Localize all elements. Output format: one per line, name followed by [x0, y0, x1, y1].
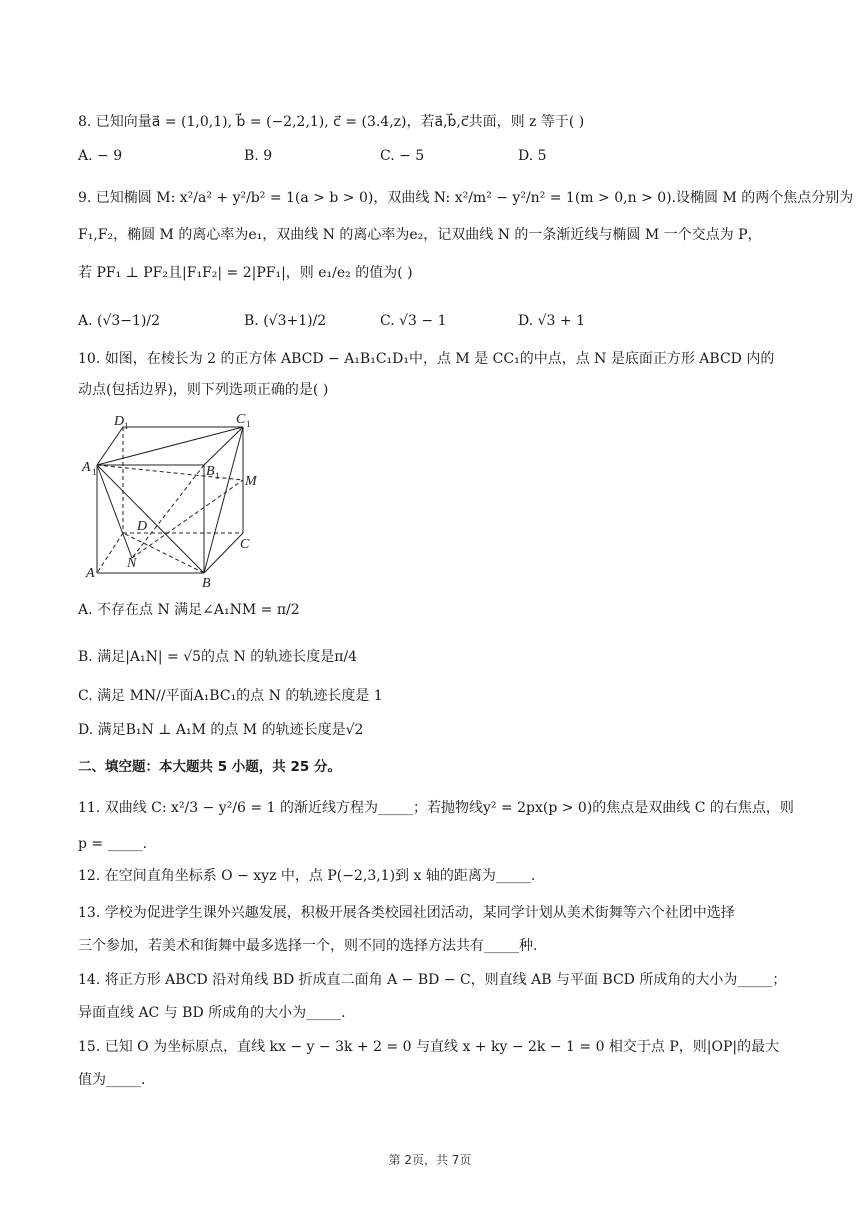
label-m: M	[245, 474, 257, 489]
label-a: A	[86, 566, 95, 581]
label-b: B	[202, 576, 211, 590]
q15-line1: 15. 已知 O 为坐标原点，直线 kx − y − 3k + 2 = 0 与直线 x + ky − 2k − 1 = 0 相交于点 P，则|OP|的最大	[78, 1039, 780, 1055]
label-a1: A	[82, 460, 91, 475]
q9-option-a: A. (√3−1)/2	[78, 313, 161, 329]
label-c1: C	[236, 412, 246, 427]
svg-text:1: 1	[246, 419, 251, 429]
q14-line2: 异面直线 AC 与 BD 所成角的大小为_____.	[78, 1005, 346, 1021]
q10-option-a: A. 不存在点 N 满足∠A₁NM = π/2	[78, 602, 300, 618]
svg-text:1: 1	[215, 471, 220, 481]
q8-option-c: C. − 5	[380, 148, 425, 164]
q13-line2: 三个参加，若美术和街舞中最多选择一个，则不同的选择方法共有_____种.	[78, 938, 538, 954]
q10-line2: 动点(包括边界)，则下列选项正确的是( )	[78, 382, 329, 398]
q8-option-d: D. 5	[518, 148, 547, 164]
section-heading-fill-in: 二、填空题：本大题共 5 小题，共 25 分。	[78, 759, 341, 775]
svg-text:1: 1	[124, 421, 129, 431]
label-c: C	[240, 537, 250, 552]
q9-option-b: B. (√3+1)/2	[244, 313, 327, 329]
cube-figure	[80, 405, 270, 590]
q12-text: 12. 在空间直角坐标系 O − xyz 中，点 P(−2,3,1)到 x 轴的距离为_____.	[78, 868, 536, 884]
q8-option-a: A. − 9	[78, 148, 123, 164]
q9-option-d: D. √3 + 1	[518, 313, 585, 329]
q9-line3: 若 PF₁ ⊥ PF₂且|F₁F₂| = 2|PF₁|，则 e₁/e₂ 的值为( )	[78, 265, 413, 281]
label-b1: B	[206, 464, 215, 479]
svg-text:1: 1	[92, 467, 97, 477]
label-d: D	[137, 519, 148, 534]
q11-line1: 11. 双曲线 C: x²/3 − y²/6 = 1 的渐近线方程为_____；若抛物线y² = 2px(p > 0)的焦点是双曲线 C 的右焦点，则	[78, 800, 794, 816]
q9-line1: 9. 已知椭圆 M: x²/a² + y²/b² = 1(a > b > 0)，双曲线 N: x²/m² − y²/n² = 1(m > 0,n > 0).设椭圆 M 的两个焦点分别为	[78, 190, 854, 206]
q10-option-b: B. 满足|A₁N| = √5的点 N 的轨迹长度是π/4	[78, 649, 358, 665]
q10-option-d: D. 满足B₁N ⊥ A₁M 的点 M 的轨迹长度是√2	[78, 722, 364, 738]
label-n: N	[127, 556, 137, 571]
q11-line2: p = _____.	[78, 836, 148, 852]
label-d1: D	[114, 414, 125, 429]
q10-line1: 10. 如图，在棱长为 2 的正方体 ABCD − A₁B₁C₁D₁中，点 M 是 CC₁的中点，点 N 是底面正方形 ABCD 内的	[78, 351, 775, 367]
q8-option-b: B. 9	[244, 148, 273, 164]
q14-line1: 14. 将正方形 ABCD 沿对角线 BD 折成直二面角 A − BD − C，则直线 AB 与平面 BCD 所成角的大小为_____；	[78, 972, 787, 988]
q10-option-c: C. 满足 MN//平面A₁BC₁的点 N 的轨迹长度是 1	[78, 688, 383, 704]
q9-option-c: C. √3 − 1	[380, 313, 447, 329]
page-footer: 第 2页，共 7页	[388, 1153, 472, 1167]
q9-line2: F₁,F₂，椭圆 M 的离心率为e₁，双曲线 N 的离心率为e₂，记双曲线 N 的一条渐近线与椭圆 M 一个交点为 P，	[78, 227, 762, 243]
q13-line1: 13. 学校为促进学生课外兴趣发展，积极开展各类校园社团活动，某同学计划从美术街舞等六个社团中选择	[78, 905, 735, 921]
q8-stem: 8. 已知向量a⃗ = (1,0,1), b⃗ = (−2,2,1), c⃗ = (3.4,z)，若a⃗,b⃗,c⃗共面，则 z 等于( )	[78, 114, 585, 130]
q15-line2: 值为_____.	[78, 1072, 146, 1088]
